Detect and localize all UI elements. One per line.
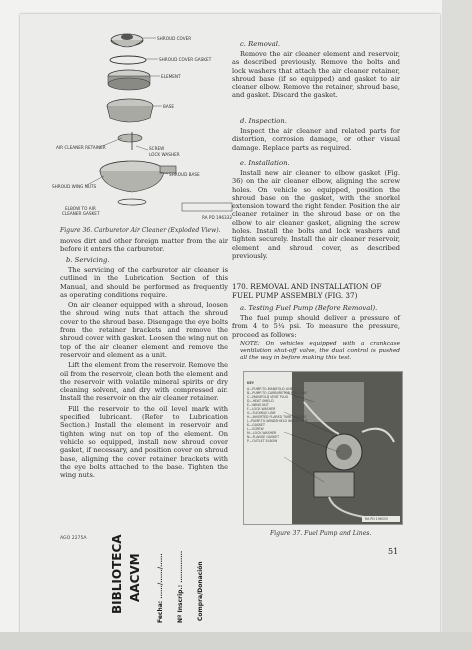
- figure-36-caption: Figure 36. Carburetor Air Cleaner (Exploded View).: [60, 227, 221, 234]
- key-item: D—HEAT SHIELD: [247, 399, 274, 403]
- key-item: B—PUMP-TO-CARBURETOR FUEL LINE: [247, 391, 307, 395]
- label-screw: SCREW: [149, 146, 165, 151]
- removal-paragraph: Remove the air cleaner element and reservoir, as described previously. Remove the bolts and lock washers that attach the air cleaner retainer, shroud base (if so equipped) and gasket to air cleaner elbow. Remove the retainer, shroud base, and gasket. Discard the gasket.: [232, 50, 400, 100]
- label-shroud-cover: SHROUD COVER: [157, 36, 192, 41]
- key-item: G—FLEXIBLE LINE: [247, 411, 276, 415]
- figure-37: [243, 371, 403, 525]
- testing-text: [232, 314, 400, 339]
- stamp-compra-donacion: Compra/Donación: [197, 561, 204, 621]
- label-cleaner-gasket: CLEANER GASKET: [62, 211, 100, 216]
- servicing-paragraph-2: On air cleaner equipped with a shroud, loosen the shroud wing nuts that attach the shroud cover to the shroud base. Disengage the eye bolts from the retainer brackets and remove the shroud cover with gasket. Loosen the wing nut on top of the air cleaner element and remove the reservoir and element as a unit.: [60, 301, 228, 359]
- key-item: E—WING NUT: [247, 403, 269, 407]
- key-item: C—MANIFOLD VENT PLUG: [247, 395, 289, 399]
- left-paragraphs: [60, 266, 228, 479]
- installation-text: [232, 169, 400, 260]
- servicing-paragraph-4: Fill the reservoir to the oil level mark with specified lubricant. (Refer to Lubrication Section.) Install the element in reservoir and tighten wing nut on top of the element. On vehicle so equipped, install new shroud cover gasket, if necessary, and position cover on shroud base, aligning the cover retainer brackets with the eye bolts attached to the base. Tighten the wing nuts.: [60, 404, 228, 480]
- label-air-cleaner-retainer: AIR CLEANER RETAINER: [56, 145, 106, 150]
- continuation-text: moves dirt and other foreign matter from the air before it enters the carburetor.: [60, 237, 228, 254]
- heading-inspection: d. Inspection.: [240, 117, 287, 125]
- label-shroud-wing-nuts: SHROUD WING NUTS: [52, 184, 97, 189]
- figure-37-key-title: KEY: [247, 381, 254, 385]
- heading-servicing: b. Servicing.: [66, 256, 110, 264]
- page-number: 51: [388, 547, 399, 556]
- heading-removal: c. Removal.: [240, 40, 281, 48]
- key-item: J—PUMP-TO-WINDSHIELD WIPER HOSE: [247, 419, 309, 423]
- figure-36: [52, 26, 257, 222]
- stamp-aacvm: AACVM: [128, 553, 142, 602]
- key-item: L—SCREW: [247, 427, 264, 431]
- servicing-paragraph-3: Lift the element from the reservoir. Remove the oil from the reservoir, clean both the element and the reservoir with volatile mineral spirits or dry cleaning solvent, and dry with compressed air. Install the reservoir on the air cleaner retainer.: [60, 361, 228, 403]
- heading-testing-fuel-pump: a. Testing Fuel Pump (Before Removal).: [240, 304, 378, 312]
- testing-paragraph: The fuel pump should deliver a pressure of from 4 to 5¼ psi. To measure the pressure, proceed as follows:: [232, 314, 400, 339]
- label-lock-washer: LOCK WASHER: [149, 152, 180, 157]
- air-cleaner-exploded-drawing: [52, 26, 257, 222]
- label-shroud-base: SHROUD BASE: [169, 172, 200, 177]
- label-elbow-to-air: ELBOW TO AIR: [65, 206, 96, 211]
- stamp-inscripcion: Nº Inscrip.: ..............: [177, 550, 184, 623]
- section-170-heading: 170. REMOVAL AND INSTALLATION OF FUEL PUMP ASSEMBLY (FIG. 37): [232, 282, 382, 300]
- key-item: P—OUTLET ELBOW: [247, 439, 278, 443]
- removal-text: [232, 50, 400, 100]
- footer-code: AGO 2275A: [60, 536, 87, 541]
- page-edge-shadow: [442, 0, 472, 650]
- heading-installation: e. Installation.: [240, 159, 290, 167]
- label-base: BASE: [163, 104, 175, 109]
- key-item: K—GASKET: [247, 423, 266, 427]
- label-element: ELEMENT: [161, 74, 181, 79]
- key-item: N—FLANGE GASKET: [247, 435, 280, 439]
- key-item: F—LOCK WASHER: [247, 407, 276, 411]
- inspection-paragraph: Inspect the air cleaner and related parts for distortion, corrosion damage, or other visual damage. Replace parts as required.: [232, 127, 400, 152]
- label-shroud-cover-gasket: SHROUD COVER GASKET: [159, 57, 212, 62]
- figure-37-caption: Figure 37. Fuel Pump and Lines.: [270, 530, 372, 537]
- bottom-fold: [0, 632, 472, 650]
- figure-37-ref: RA PD 196333: [365, 517, 388, 521]
- stamp-fecha: Fecha: ....../....../......: [157, 553, 164, 623]
- label-ra-pd-ref: RA PD 196332: [202, 215, 233, 220]
- left-column-text: [60, 237, 228, 254]
- installation-paragraph: Install new air cleaner to elbow gasket (Fig. 36) on the air cleaner elbow, aligning the screw holes. On vehicle so equipped, position the shroud base on the gasket, with the snorkel extension toward the right fender. Position the air cleaner retainer in the shroud base or on the elbow to air cleaner gasket, aligning the screw holes. Install the bolts and lock washers and tighten securely. Install the air cleaner reservoir, element and shroud cover, as described previously.: [232, 169, 400, 260]
- key-item: M—LOCK WASHER: [247, 431, 277, 435]
- key-item: A—PUMP-TO-MANIFOLD LINE: [247, 387, 293, 391]
- crankcase-note: NOTE: On vehicles equipped with a crankcase ventilation shut-off valve, the dual control is pushed all the way in before making this test.: [240, 341, 400, 362]
- stamp-biblioteca: BIBLIOTECA: [110, 534, 124, 614]
- servicing-paragraph-1: The servicing of the carburetor air cleaner is cutlined in the Lubrication Section of this Manual, and should be performed as frequently as operating conditions require.: [60, 266, 228, 299]
- key-item: H—INVERTED FLARED TUBE ELBOWS: [247, 415, 307, 419]
- inspection-text: [232, 127, 400, 152]
